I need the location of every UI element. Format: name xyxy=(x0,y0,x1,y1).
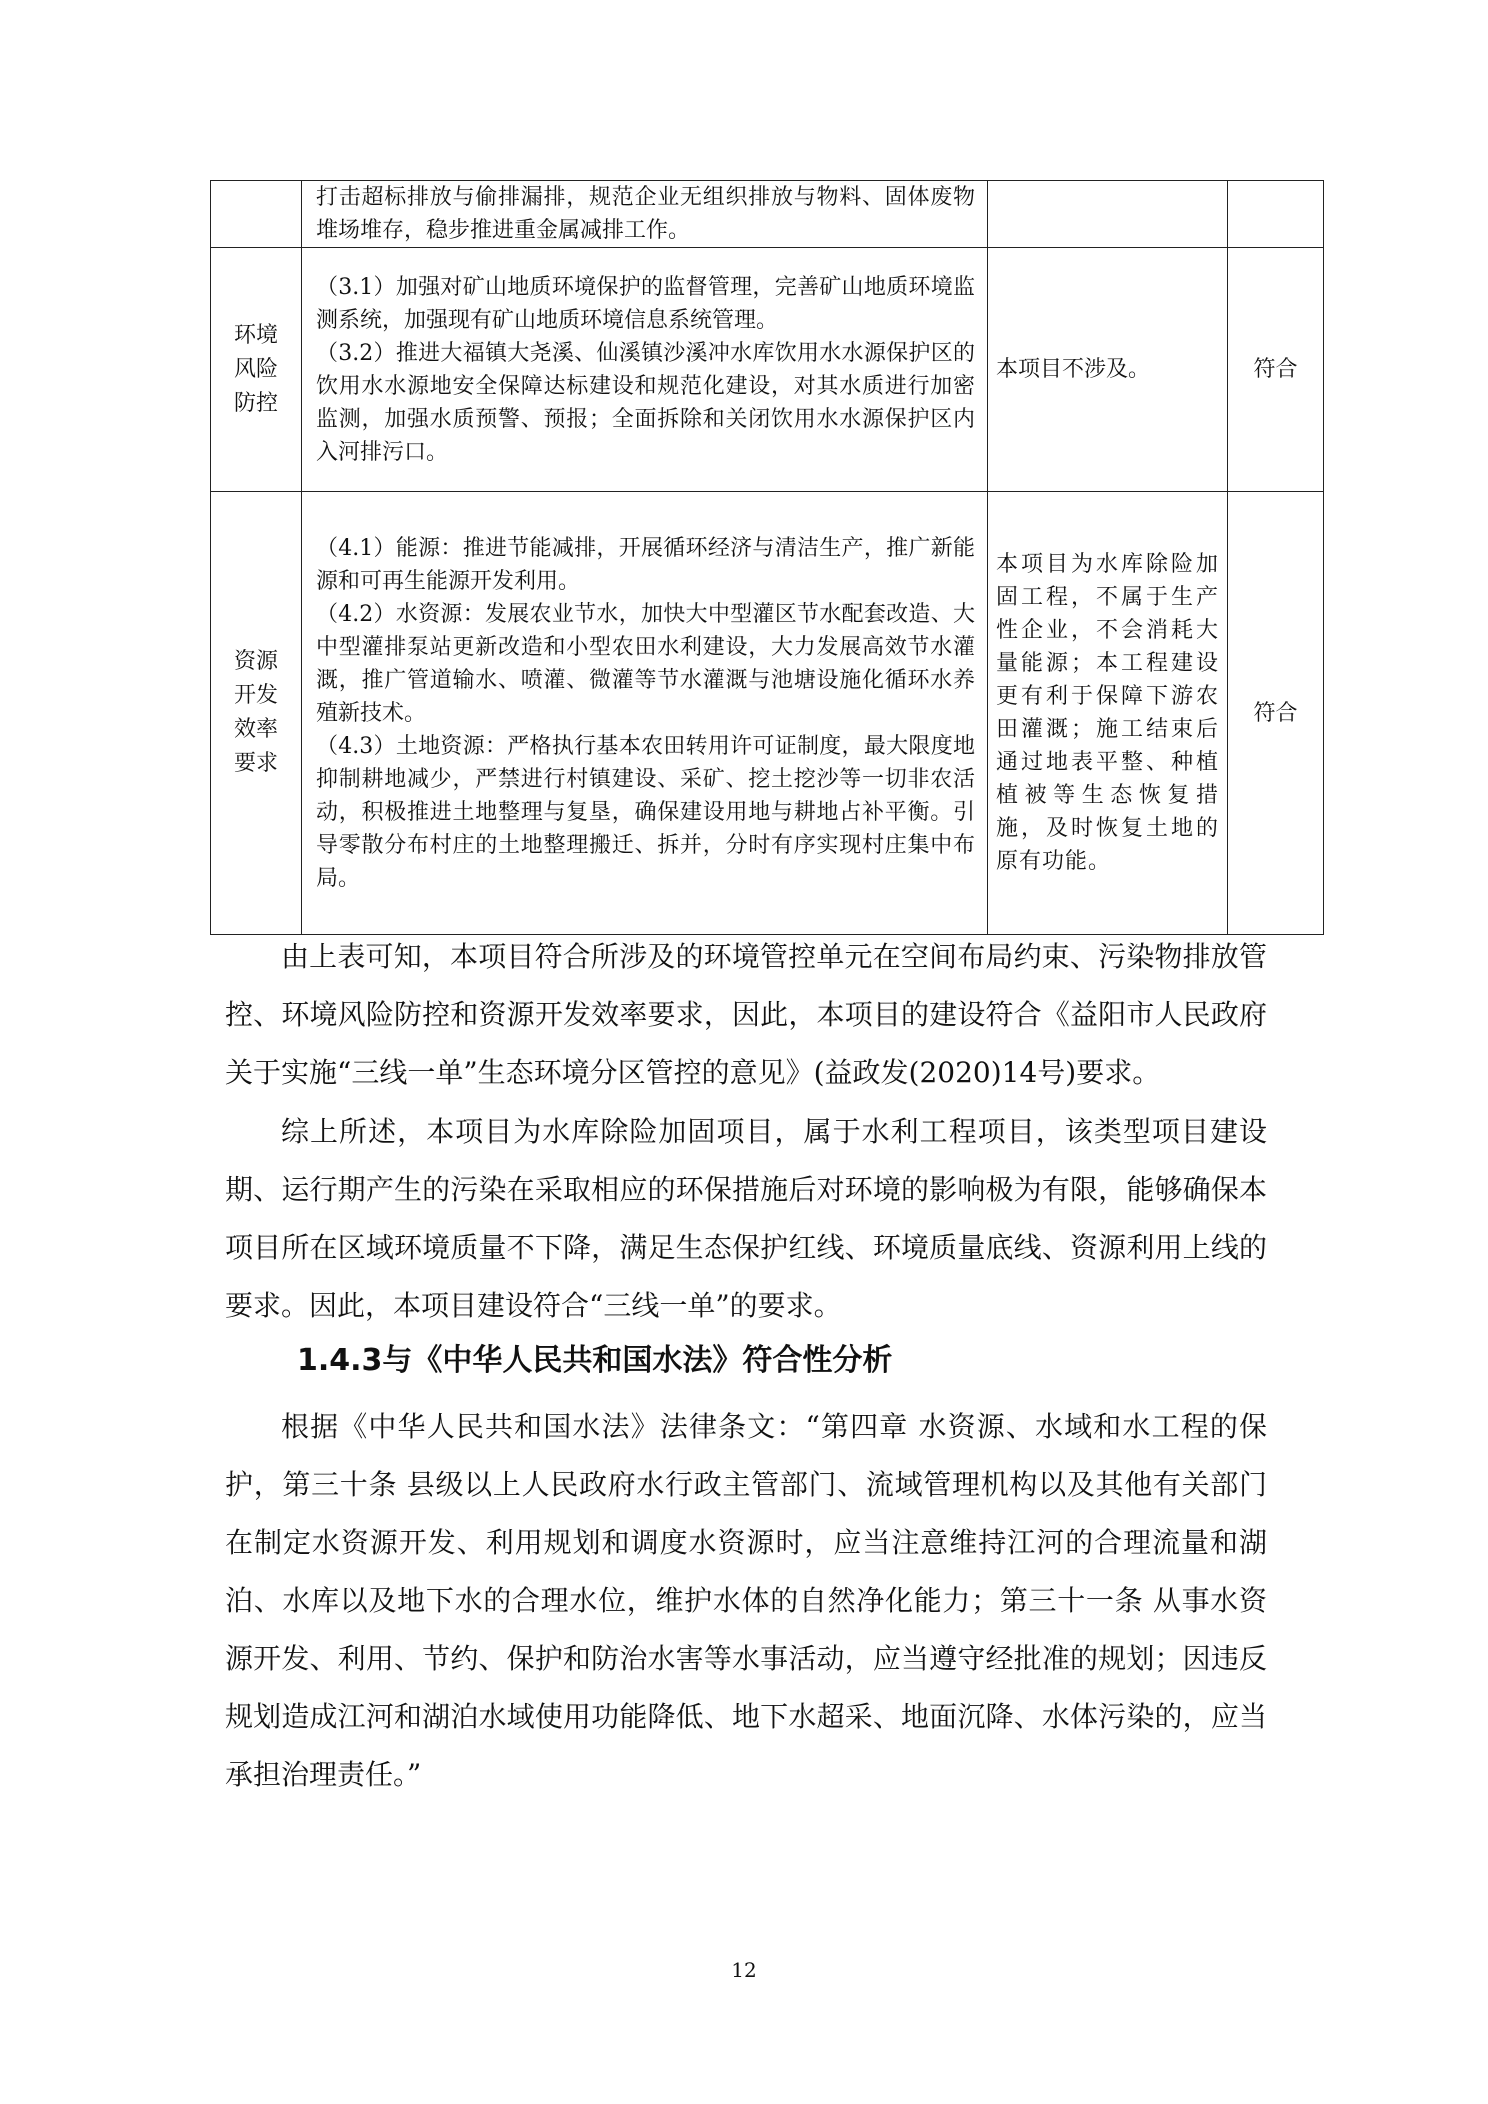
category-cell: 资源开发效率要求 xyxy=(211,492,302,935)
paragraph-summary: 综上所述，本项目为水库除险加固项目，属于水利工程项目，该类型项目建设期、运行期产生的污染在采取相应的环保措施后对环境的影响极为有限，能够确保本项目所在区域环境质量不下降，满足生态保护红线、环境质量底线、资源利用上线的要求。因此，本项目建设符合“三线一单”的要求。 xyxy=(225,1115,1267,1322)
project-cell: 本项目不涉及。 xyxy=(988,248,1228,492)
paragraph-water-law: 根据《中华人民共和国水法》法律条文：“第四章 水资源、水域和水工程的保护，第三十条 县级以上人民政府水行政主管部门、流域管理机构以及其他有关部门在制定水资源开发、利用规划和调度水资源时，应当注意维持江河的合理流量和湖泊、水库以及地下水的合理水位，维护水体的自然净化能力；第三十一条 从事水资源开发、利用、节约、保护和防治水害等水事活动，应当遵守经批准的规划；因违反规划造成江河和湖泊水域使用功能降低、地下水超采、地面沉降、水体污染的，应当承担治理责任。” xyxy=(225,1410,1267,1791)
table-row xyxy=(211,248,1324,492)
result-cell xyxy=(1228,181,1324,248)
category-cell xyxy=(211,181,302,248)
category-cell: 环境风险防控 xyxy=(211,248,302,492)
page-number: 12 xyxy=(731,1958,757,1982)
requirement-text: （4.1）能源：推进节能减排，开展循环经济与清洁生产，推广新能源和可再生能源开发利用。 xyxy=(316,535,975,594)
compliance-table xyxy=(210,180,1324,935)
paragraph-conclusion: 由上表可知，本项目符合所涉及的环境管控单元在空间布局约束、污染物排放管控、环境风险防控和资源开发效率要求，因此，本项目的建设符合《益阳市人民政府关于实施“三线一单”生态环境分区管控的意见》(益政发(2020)14号)要求。 xyxy=(225,940,1267,1089)
table-row xyxy=(211,492,1324,935)
result-cell: 符合 xyxy=(1228,492,1324,935)
requirements-cell xyxy=(302,248,988,492)
section-heading: 1.4.3与《中华人民共和国水法》符合性分析 xyxy=(297,1343,893,1378)
requirement-text: （4.2）水资源：发展农业节水，加快大中型灌区节水配套改造、大中型灌排泵站更新改造和小型农田水利建设，大力发展高效节水灌溉，推广管道输水、喷灌、微灌等节水灌溉与池塘设施化循环水养殖新技术。 xyxy=(316,601,975,726)
requirement-text: 打击超标排放与偷排漏排，规范企业无组织排放与物料、固体废物堆场堆存，稳步推进重金属减排工作。 xyxy=(316,185,975,243)
requirement-text: （3.1）加强对矿山地质环境保护的监督管理，完善矿山地质环境监测系统，加强现有矿山地质环境信息系统管理。 xyxy=(316,274,975,333)
project-cell: 本项目为水库除险加固工程，不属于生产性企业，不会消耗大量能源；本工程建设更有利于保障下游农田灌溉；施工结束后通过地表平整、种植植被等生态恢复措施，及时恢复土地的原有功能。 xyxy=(988,492,1228,935)
table-row xyxy=(211,181,1324,248)
requirement-text: （4.3）土地资源：严格执行基本农田转用许可证制度，最大限度地抑制耕地减少，严禁进行村镇建设、采矿、挖土挖沙等一切非农活动，积极推进土地整理与复垦，确保建设用地与耕地占补平衡。引导零散分布村庄的土地整理搬迁、拆并，分时有序实现村庄集中布局。 xyxy=(316,733,975,891)
result-cell: 符合 xyxy=(1228,248,1324,492)
requirements-cell xyxy=(302,181,988,248)
requirements-cell xyxy=(302,492,988,935)
project-cell xyxy=(988,181,1228,248)
requirement-text: （3.2）推进大福镇大尧溪、仙溪镇沙溪冲水库饮用水水源保护区的饮用水水源地安全保障达标建设和规范化建设，对其水质进行加密监测，加强水质预警、预报；全面拆除和关闭饮用水水源保护区内入河排污口。 xyxy=(316,340,975,465)
